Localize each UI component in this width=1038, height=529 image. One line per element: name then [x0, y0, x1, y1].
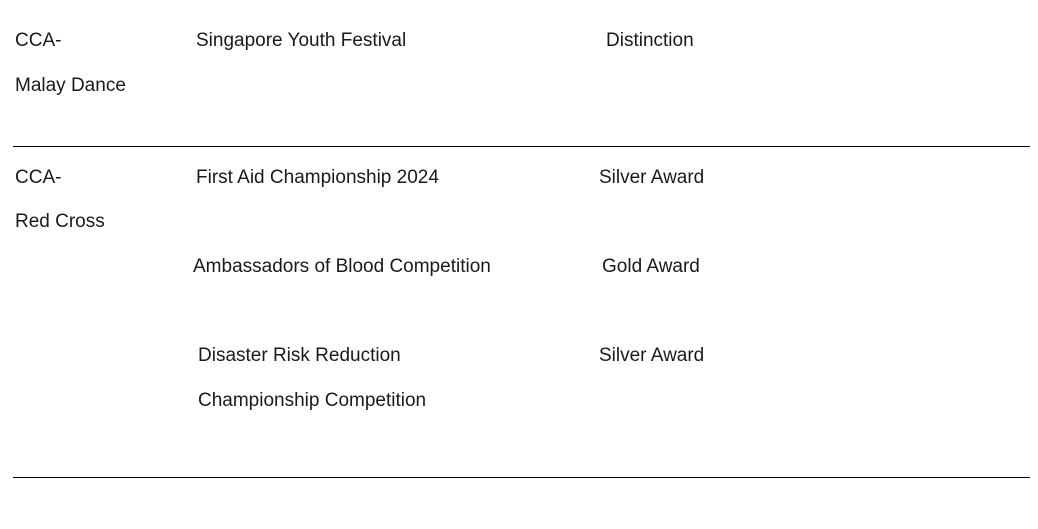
award-value: Gold Award [602, 256, 700, 277]
section-divider [13, 477, 1030, 478]
event-name-line2: Championship Competition [198, 390, 427, 411]
event-name: Singapore Youth Festival [196, 30, 407, 51]
event-name: Ambassadors of Blood Competition [193, 256, 491, 277]
category-label-line2: Red Cross [15, 211, 105, 232]
award-value: Distinction [606, 30, 694, 51]
category-label-line2: Malay Dance [15, 75, 126, 96]
category-label-line1: CCA- [15, 30, 62, 51]
award-value: Silver Award [599, 345, 705, 366]
section-divider [13, 146, 1030, 147]
event-name-line1: Disaster Risk Reduction [198, 345, 401, 366]
award-value: Silver Award [599, 167, 705, 188]
category-label-line1: CCA- [15, 167, 62, 188]
event-name: First Aid Championship 2024 [196, 167, 439, 188]
